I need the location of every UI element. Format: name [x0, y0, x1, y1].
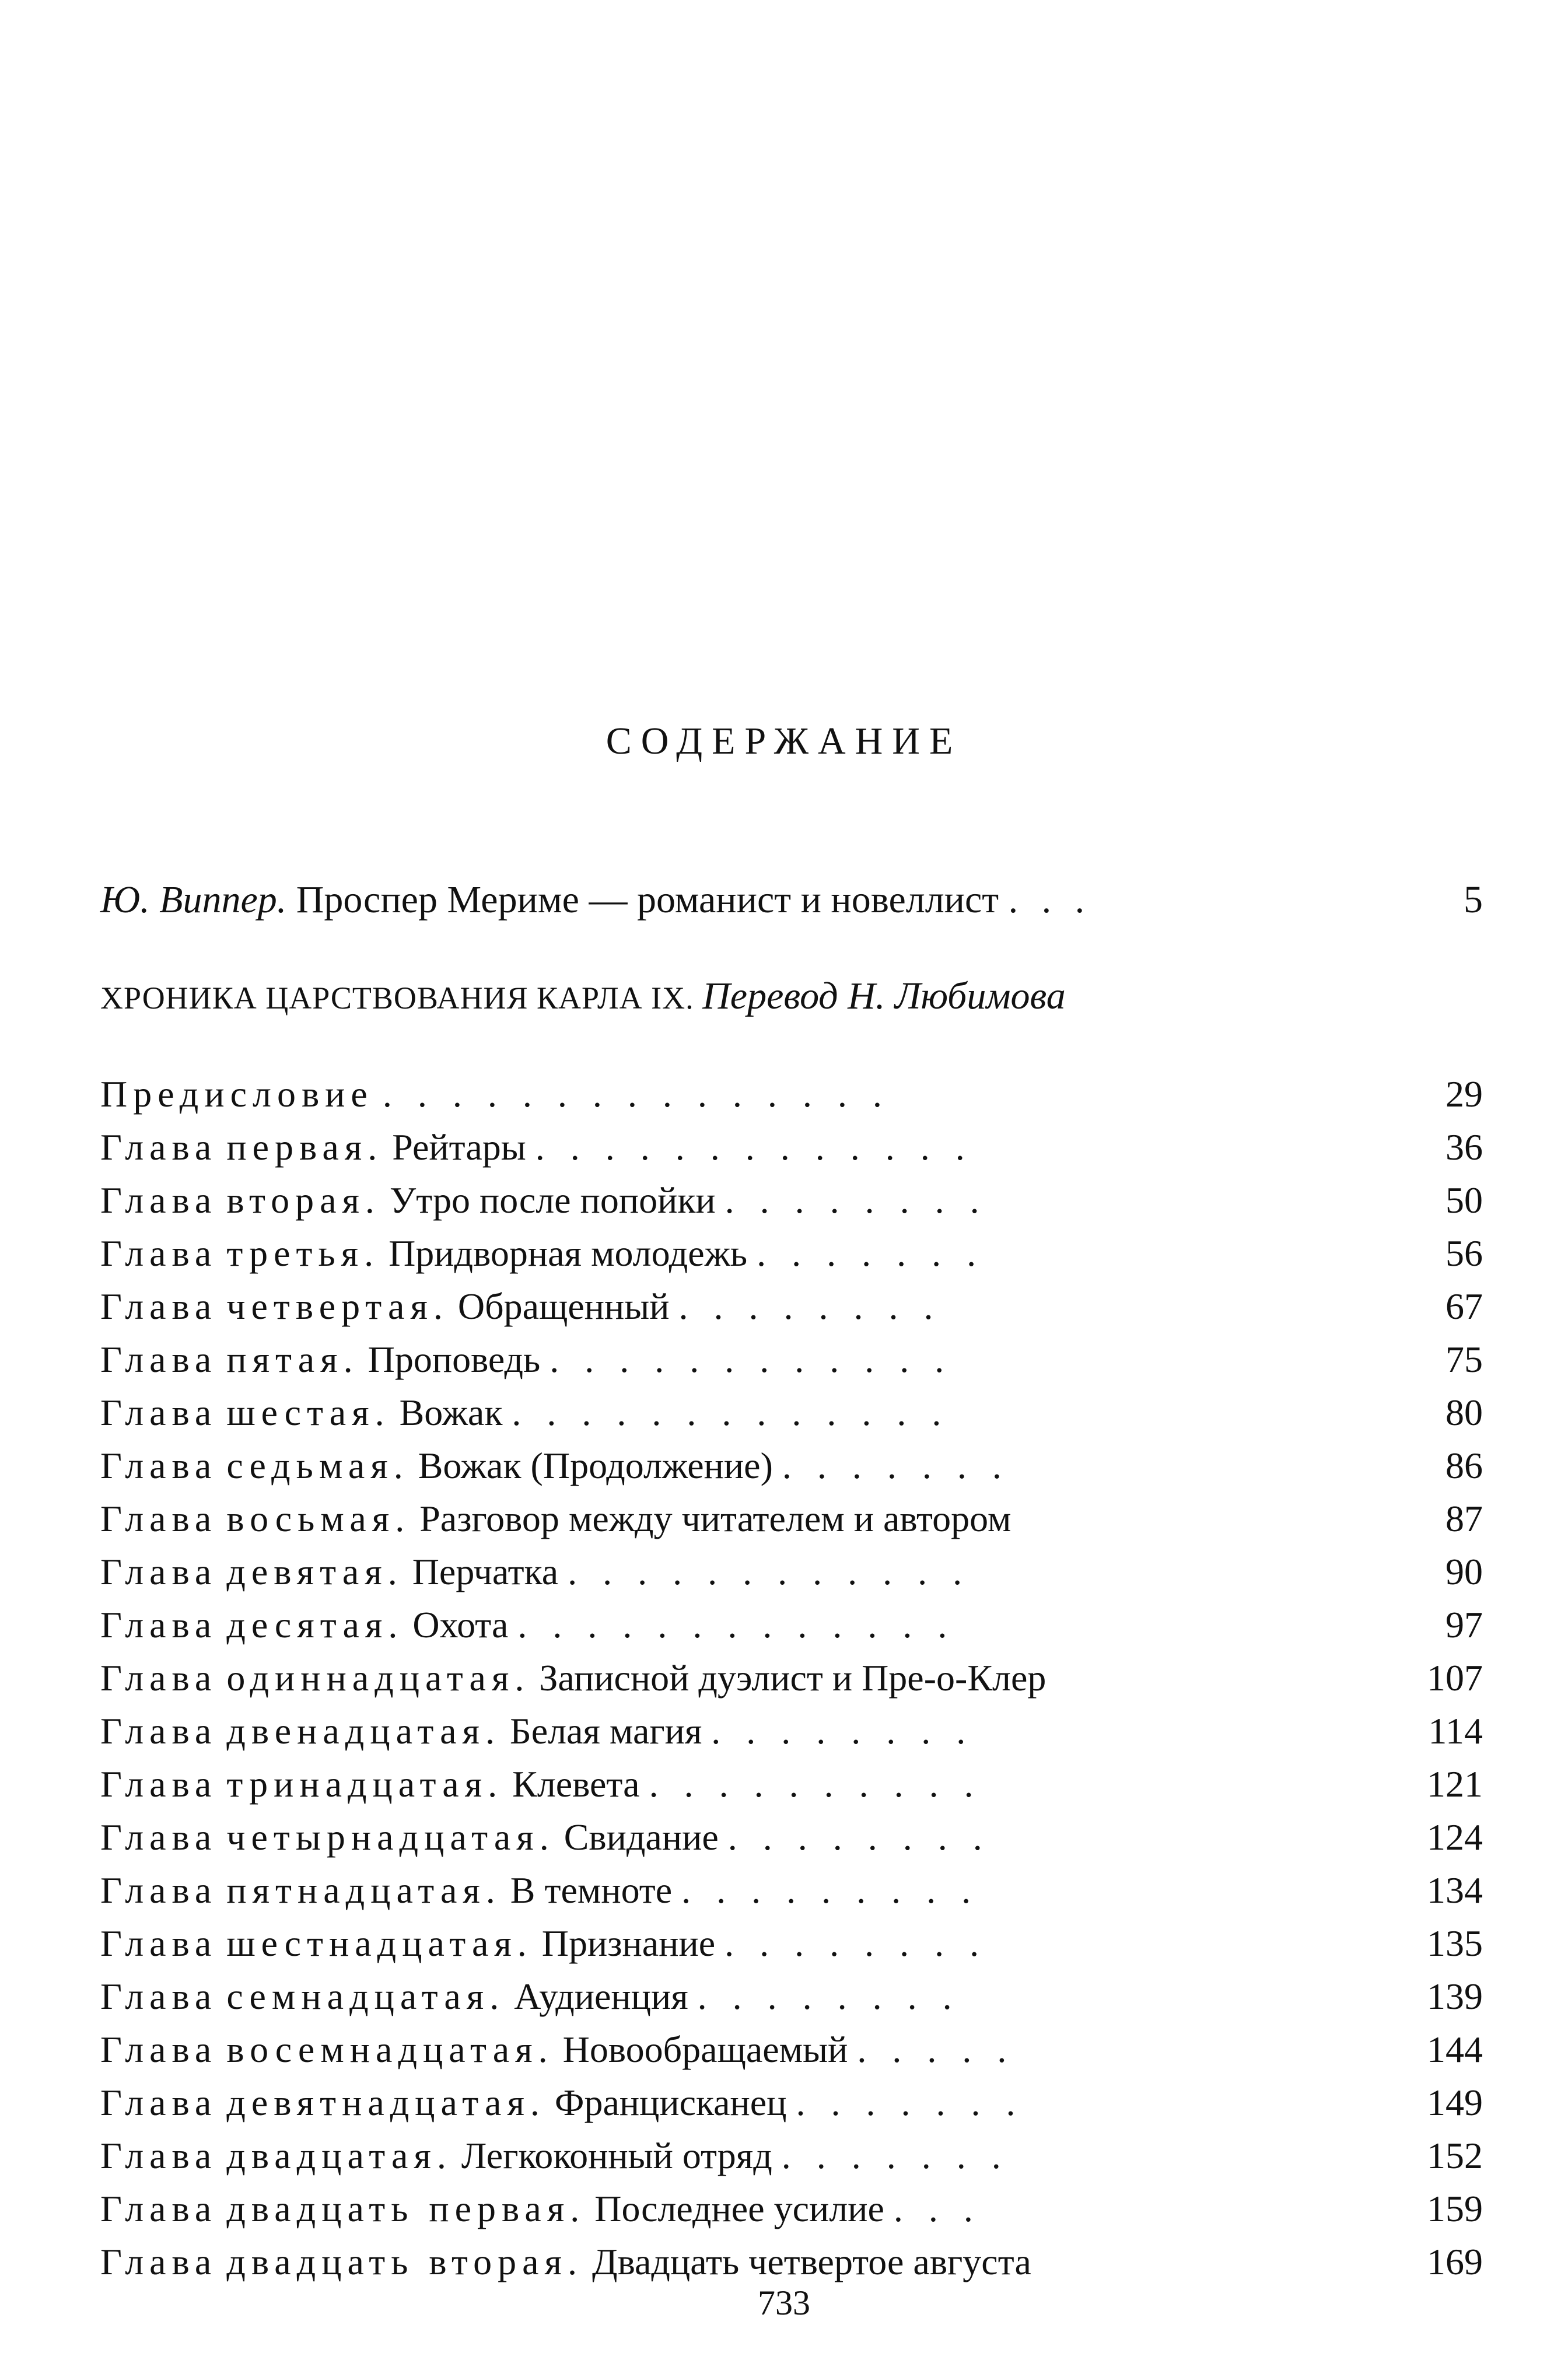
- toc-entry-leader-dots: . . . . . . . . . . . . . . .: [382, 1073, 890, 1115]
- toc-entry: [100, 1970, 1483, 2023]
- toc-entry-page: 87: [1446, 1498, 1483, 1539]
- toc-entry-ordinal: вторая.: [226, 1179, 380, 1221]
- toc-entry-title: Новообращаемый: [562, 2029, 848, 2070]
- toc-entry-intro: [100, 878, 1483, 921]
- toc-entry-page: 139: [1427, 1976, 1483, 2017]
- toc-entry-ordinal: двадцать вторая.: [226, 2241, 583, 2282]
- toc-entry: [100, 1439, 1483, 1492]
- toc-entry-ordinal: первая.: [226, 1126, 383, 1168]
- toc-entry-label: Глава: [100, 1232, 218, 1274]
- toc-entry: [100, 2023, 1483, 2076]
- toc-entry-leader-dots: . . . . . . . . . . . . .: [517, 1604, 956, 1645]
- toc-entry-leader-dots: . . . . . . . . . .: [649, 1763, 982, 1805]
- toc-entry-label: Глава: [100, 1392, 218, 1433]
- toc-entry-leader-dots: . . . . . . . . . . . .: [550, 1339, 953, 1380]
- toc-entry-label: Глава: [100, 1710, 218, 1752]
- toc-entry-ordinal: шестнадцатая.: [226, 1923, 533, 1964]
- toc-entry-ordinal: двадцать первая.: [226, 2188, 586, 2229]
- toc-entry-label: Глава: [100, 1976, 218, 2017]
- toc-entry-leader-dots: . . . . . . . .: [697, 1976, 960, 2017]
- toc-entry-ordinal: третья.: [226, 1232, 380, 1274]
- toc-entry-page: 114: [1428, 1710, 1483, 1752]
- toc-entry: [100, 1333, 1483, 1386]
- toc-entry-title: Рейтары: [392, 1126, 526, 1168]
- toc-entry-ordinal: двенадцатая.: [226, 1710, 501, 1752]
- toc-entry-ordinal: семнадцатая.: [226, 1976, 505, 2017]
- toc-entry-page: 97: [1446, 1604, 1483, 1645]
- toc-entry-page: 36: [1446, 1126, 1483, 1168]
- toc-entry-label: Глава: [100, 1657, 218, 1699]
- toc-entry-ordinal: пятнадцатая.: [226, 1869, 501, 1911]
- toc-entry: [100, 2076, 1483, 2129]
- table-of-contents: [100, 1067, 1483, 2288]
- toc-entry-label: Глава: [100, 1869, 218, 1911]
- toc-entry-ordinal: восьмая.: [226, 1498, 411, 1539]
- toc-entry: [100, 1598, 1483, 1651]
- toc-entry-label: Глава: [100, 2082, 218, 2123]
- toc-entry-label: Глава: [100, 1339, 218, 1380]
- toc-entry-page: 56: [1446, 1232, 1483, 1274]
- toc-entry-leader-dots: . . . . . . . .: [724, 1923, 988, 1964]
- toc-entry: [100, 1704, 1483, 1757]
- toc-entry-ordinal: четырнадцатая.: [226, 1816, 555, 1858]
- toc-entry-title: Признание: [541, 1923, 716, 1964]
- toc-entry-label: Глава: [100, 1604, 218, 1645]
- toc-entry-title: Вожак (Продолжение): [418, 1445, 773, 1486]
- toc-entry: [100, 2235, 1483, 2288]
- intro-page-number: 5: [1464, 878, 1483, 921]
- intro-title: Проспер Мериме — романист и новеллист: [296, 878, 999, 921]
- toc-entry: [100, 1917, 1483, 1970]
- toc-entry: [100, 1280, 1483, 1333]
- section-translator: Перевод Н. Любимова: [702, 975, 1066, 1017]
- toc-entry: [100, 1121, 1483, 1174]
- toc-entry-label: Глава: [100, 1126, 218, 1168]
- toc-entry: [100, 1227, 1483, 1280]
- toc-entry-title: Разговор между читателем и автором: [419, 1498, 1012, 1539]
- toc-entry: [100, 2182, 1483, 2235]
- toc-entry-page: 50: [1446, 1179, 1483, 1221]
- toc-entry-ordinal: четвертая.: [226, 1286, 449, 1327]
- toc-entry-page: 135: [1427, 1923, 1483, 1964]
- toc-entry-page: 90: [1446, 1551, 1483, 1592]
- toc-entry-leader-dots: . . . . . . .: [757, 1232, 985, 1274]
- toc-entry-label: Глава: [100, 2188, 218, 2229]
- toc-entry-ordinal: седьмая.: [226, 1445, 409, 1486]
- toc-entry-page: 29: [1446, 1073, 1483, 1115]
- section-title: ХРОНИКА ЦАРСТВОВАНИЯ КАРЛА IX.: [100, 981, 694, 1016]
- toc-entry: [100, 1811, 1483, 1864]
- toc-entry-label: Глава: [100, 1763, 218, 1805]
- toc-entry-page: 124: [1427, 1816, 1483, 1858]
- page-number: 733: [758, 2284, 810, 2322]
- toc-entry-page: 149: [1427, 2082, 1483, 2123]
- toc-entry-title: Придворная молодежь: [388, 1232, 748, 1274]
- toc-entry-leader-dots: . . . . . . . . . . . .: [568, 1551, 971, 1592]
- toc-entry-title: Двадцать четвертое августа: [592, 2241, 1031, 2282]
- toc-entry-title: Францисканец: [554, 2082, 787, 2123]
- toc-entry-title: Легкоконный отряд: [461, 2135, 772, 2176]
- toc-entry-label: Глава: [100, 2135, 218, 2176]
- toc-entry-ordinal: тринадцатая.: [226, 1763, 503, 1805]
- toc-entry-title: В темноте: [510, 1869, 673, 1911]
- toc-entry: [100, 1545, 1483, 1598]
- toc-entry-title: Проповедь: [368, 1339, 541, 1380]
- toc-entry-page: 121: [1427, 1763, 1483, 1805]
- toc-entry-ordinal: десятая.: [226, 1604, 404, 1645]
- toc-entry-label: Глава: [100, 1498, 218, 1539]
- toc-entry-ordinal: одиннадцатая.: [226, 1657, 530, 1699]
- toc-entry-ordinal: двадцатая.: [226, 2135, 452, 2176]
- toc-entry-label: Глава: [100, 1179, 218, 1221]
- toc-entry-leader-dots: . . . . . . . .: [727, 1816, 991, 1858]
- toc-entry-page: 67: [1446, 1286, 1483, 1327]
- toc-entry-label: Глава: [100, 2029, 218, 2070]
- toc-entry-page: 134: [1427, 1869, 1483, 1911]
- toc-entry-title: Перчатка: [412, 1551, 559, 1592]
- toc-entry-title: Клевета: [512, 1763, 640, 1805]
- page-title: СОДЕРЖАНИЕ: [606, 720, 963, 762]
- toc-entry-page: 159: [1427, 2188, 1483, 2229]
- toc-entry: [100, 1386, 1483, 1439]
- toc-entry-ordinal: пятая.: [226, 1339, 359, 1380]
- toc-entry-label: Глава: [100, 1551, 218, 1592]
- toc-entry-page: 107: [1427, 1657, 1483, 1699]
- toc-entry-title: Белая магия: [509, 1710, 702, 1752]
- toc-entry-leader-dots: . . . . . . . . . . . . .: [535, 1126, 973, 1168]
- toc-entry-title: Охота: [412, 1604, 509, 1645]
- toc-entry-title: Обращенный: [457, 1286, 670, 1327]
- toc-entry-leader-dots: . . . . .: [857, 2029, 1015, 2070]
- toc-entry-leader-dots: . . . . . . .: [782, 1445, 1010, 1486]
- toc-entry-label: Глава: [100, 1816, 218, 1858]
- toc-entry-title: Утро после попойки: [389, 1179, 716, 1221]
- toc-entry-leader-dots: . . .: [893, 2188, 981, 2229]
- toc-entry-page: 152: [1427, 2135, 1483, 2176]
- toc-entry: [100, 1492, 1483, 1545]
- toc-entry: [100, 1174, 1483, 1227]
- toc-entry-leader-dots: . . . . . . . .: [724, 1179, 988, 1221]
- toc-entry-title: Аудиенция: [514, 1976, 688, 2017]
- toc-entry-title: Вожак: [399, 1392, 503, 1433]
- toc-entry: [100, 1864, 1483, 1917]
- toc-entry: [100, 1757, 1483, 1811]
- toc-entry-page: 75: [1446, 1339, 1483, 1380]
- intro-author: Ю. Виппер.: [100, 878, 287, 921]
- toc-entry-ordinal: девятая.: [226, 1551, 403, 1592]
- toc-entry-leader-dots: . . . . . . . .: [678, 1286, 942, 1327]
- toc-entry: [100, 1651, 1483, 1704]
- toc-entry-page: 144: [1427, 2029, 1483, 2070]
- toc-entry-leader-dots: . . . . . . .: [796, 2082, 1024, 2123]
- toc-entry-title: Записной дуэлист и Пре-о-Клер: [539, 1657, 1046, 1699]
- toc-entry-leader-dots: . . . . . . . . .: [681, 1869, 979, 1911]
- toc-entry: [100, 1067, 1483, 1121]
- toc-entry-label: Глава: [100, 1286, 218, 1327]
- toc-entry-page: 86: [1446, 1445, 1483, 1486]
- toc-entry-title: Последнее усилие: [594, 2188, 884, 2229]
- intro-leader-dots: . . .: [1008, 878, 1092, 921]
- toc-entry-label: Глава: [100, 2241, 218, 2282]
- toc-entry-ordinal: восемнадцатая.: [226, 2029, 554, 2070]
- toc-entry-label: Глава: [100, 1445, 218, 1486]
- toc-entry: [100, 2129, 1483, 2182]
- toc-entry-page: 80: [1446, 1392, 1483, 1433]
- toc-entry-ordinal: девятнадцатая.: [226, 2082, 545, 2123]
- toc-entry-ordinal: шестая.: [226, 1392, 390, 1433]
- toc-entry-leader-dots: . . . . . . .: [781, 2135, 1009, 2176]
- toc-entry-page: 169: [1427, 2241, 1483, 2282]
- toc-entry-leader-dots: . . . . . . . . . . . . .: [512, 1392, 950, 1433]
- toc-entry-label: Предисловие: [100, 1073, 373, 1115]
- toc-entry-title: Свидание: [564, 1816, 719, 1858]
- section-heading: [100, 977, 1483, 1016]
- toc-entry-leader-dots: . . . . . . . .: [711, 1710, 974, 1752]
- toc-entry-label: Глава: [100, 1923, 218, 1964]
